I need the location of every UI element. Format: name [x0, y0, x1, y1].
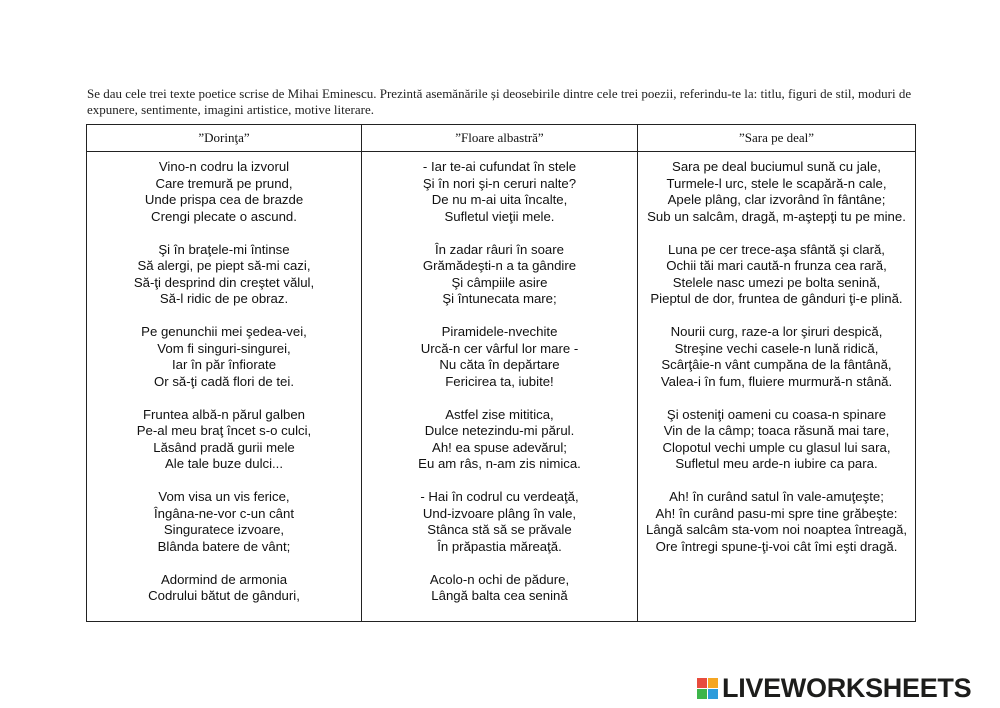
- poem-line: Ore întregi spune-ţi-voi cât îmi eşti dragă.: [655, 538, 898, 554]
- poem-line: Blânda batere de vânt;: [157, 538, 291, 554]
- poem-line: De nu m-ai uita încalte,: [431, 192, 568, 207]
- stanza: [362, 407, 637, 473]
- poem-line: Care tremură pe prund,: [155, 175, 293, 191]
- poem-line: Nu căta în depărtare: [439, 357, 560, 372]
- poem-line: Să alergi, pe piept să-mi cazi,: [137, 258, 311, 273]
- poem-line: Sara pe deal buciumul sună cu jale,: [672, 159, 881, 174]
- poem-line: Lângă balta cea senină: [431, 588, 568, 603]
- stanza: [87, 242, 361, 308]
- poem-line: Dulce netezindu-mi părul.: [424, 423, 575, 438]
- poem-line: Piramidele-nvechite: [441, 324, 558, 339]
- poem-line: Vin de la câmp; toaca răsună mai tare,: [663, 423, 890, 438]
- poem-line: Pe-al meu braţ încet s-o culci,: [136, 423, 312, 438]
- poem-line: Ah! în curând pasu-mi spre tine grăbeşte:: [655, 505, 898, 521]
- poems-table: [86, 124, 916, 622]
- poem-line: Crengi plecate o ascund.: [151, 208, 297, 224]
- poem-line: Iar în păr înfiorate: [171, 357, 277, 372]
- poem-line: În prăpastia măreaţă.: [437, 538, 562, 554]
- poem-line: Să-ţi desprind din creştet vălul,: [133, 274, 315, 290]
- column-title-sara-pe-deal: ”Sara pe deal”: [638, 125, 916, 152]
- poem-line: Să-l ridic de pe obraz.: [159, 291, 289, 306]
- poem-line: Şi osteniţi oameni cu coasa-n spinare: [666, 406, 887, 422]
- stanza: [638, 242, 915, 308]
- poem-line: Pe genunchii mei şedea-vei,: [141, 324, 307, 339]
- poem-line: Pieptul de dor, fruntea de gânduri ţi-e plină.: [650, 291, 903, 306]
- poem-line: Vino-n codru la izvorul: [158, 159, 290, 174]
- poem-line: Clopotul vechi umple cu glasul lui sara,: [662, 439, 891, 455]
- stanza: [87, 159, 361, 225]
- poem-line: Stelele nasc umezi pe bolta senină,: [672, 274, 881, 290]
- logo-square: [708, 689, 718, 699]
- instructions-text: Se dau cele trei texte poetice scrise de Mihai Eminescu. Prezintă asemănările și deosebirile dintre cele trei poezii, referindu-te la: titlu, figuri de stil, moduri de expunere, sentimente, imagini artistice, motive literare.: [87, 86, 912, 117]
- logo-square: [697, 689, 707, 699]
- poem-line: Şi câmpiile asire: [451, 274, 548, 290]
- poem-line: Und-izvoare plâng în vale,: [422, 505, 577, 521]
- poem-line: Acolo-n ochi de pădure,: [429, 571, 570, 587]
- poem-floare-albastra: [362, 152, 638, 622]
- poem-line: Nourii curg, raze-a lor şiruri despică,: [670, 324, 883, 339]
- poem-line: Sufletul meu arde-n iubire ca para.: [675, 456, 878, 471]
- poem-line: Sufletul vieţii mele.: [444, 208, 555, 224]
- stanza: [638, 489, 915, 555]
- poem-line: Turmele-l urc, stele le scapără-n cale,: [666, 175, 887, 191]
- poem-line: Singuratece izvoare,: [163, 522, 285, 537]
- stanza: [638, 159, 915, 225]
- stanza: [87, 489, 361, 555]
- stanza: [362, 242, 637, 308]
- logo-squares-icon: [697, 678, 718, 699]
- poem-line: Unde prispa cea de brazde: [144, 192, 304, 207]
- poem-line: Streşine vechi casele-n lună ridică,: [674, 340, 879, 356]
- poem-line: Codrului bătut de gânduri,: [148, 588, 300, 603]
- logo-text: LIVEWORKSHEETS: [722, 672, 972, 703]
- poem-row: [87, 152, 916, 622]
- poem-line: Stânca stă să se prăvale: [427, 522, 572, 537]
- poem-dorinta: [87, 152, 362, 622]
- stanza: [362, 572, 637, 605]
- poem-line: Luna pe cer trece-aşa sfântă şi clară,: [668, 241, 885, 257]
- poem-line: Adormind de armonia: [160, 571, 288, 587]
- column-title-floare-albastra: ”Floare albastră”: [362, 125, 638, 152]
- poem-line: Scârţâie-n vânt cumpăna de la fântână,: [661, 357, 892, 372]
- poem-line: Vom visa un vis ferice,: [158, 489, 290, 504]
- logo-square: [708, 678, 718, 688]
- poem-line: În zadar râuri în soare: [434, 241, 564, 257]
- poem-line: Lângă salcâm sta-vom noi noaptea întreagă,: [646, 522, 907, 537]
- stanza: [362, 324, 637, 390]
- poem-line: - Hai în codrul cu verdeaţă,: [420, 489, 579, 504]
- poem-line: Ah! ea spuse adevărul;: [432, 439, 567, 455]
- poem-line: Vom fi singuri-singurei,: [157, 340, 291, 356]
- liveworksheets-logo[interactable]: [697, 673, 971, 703]
- poem-line: Or să-ţi cadă flori de tei.: [154, 373, 294, 389]
- poem-line: Şi întunecata mare;: [442, 291, 557, 306]
- poem-line: Urcă-n cer vârful lor mare -: [420, 340, 579, 356]
- stanza: [638, 407, 915, 473]
- poem-line: Ah! în curând satul în vale-amuţeşte;: [669, 489, 884, 504]
- poem-line: Ochii tăi mari caută-n frunza cea rară,: [666, 258, 887, 273]
- stanza: [638, 324, 915, 390]
- header-row: [87, 125, 916, 152]
- stanza: [362, 159, 637, 225]
- poem-line: Lăsând pradă gurii mele: [153, 439, 295, 455]
- poem-line: Fruntea albă-n părul galben: [142, 406, 306, 422]
- stanza: [87, 407, 361, 473]
- poem-line: Grămădeşti-n a ta gândire: [422, 258, 577, 273]
- poem-line: - Iar te-ai cufundat în stele: [422, 159, 577, 174]
- poem-line: Ale tale buze dulci...: [164, 456, 284, 471]
- poem-sara-pe-deal: [638, 152, 916, 622]
- stanza: [362, 489, 637, 555]
- poem-line: Eu am râs, n-am zis nimica.: [418, 456, 581, 471]
- poem-line: Îngâna-ne-vor c-un cânt: [153, 505, 294, 521]
- column-title-dorinta: ”Dorinţa”: [87, 125, 362, 152]
- stanza: [87, 324, 361, 390]
- poem-line: Şi în nori şi-n ceruri nalte?: [422, 175, 577, 191]
- poem-line: Valea-i în fum, fluiere murmură-n stână.: [660, 373, 893, 389]
- poem-line: Apele plâng, clar izvorând în fântâne;: [667, 192, 886, 207]
- poem-line: Astfel zise mititica,: [445, 406, 554, 422]
- logo-square: [697, 678, 707, 688]
- poem-line: Sub un salcâm, dragă, m-aştepţi tu pe mine.: [647, 208, 906, 224]
- poem-line: Fericirea ta, iubite!: [445, 373, 554, 389]
- poem-line: Şi în braţele-mi întinse: [158, 241, 290, 257]
- stanza: [87, 572, 361, 605]
